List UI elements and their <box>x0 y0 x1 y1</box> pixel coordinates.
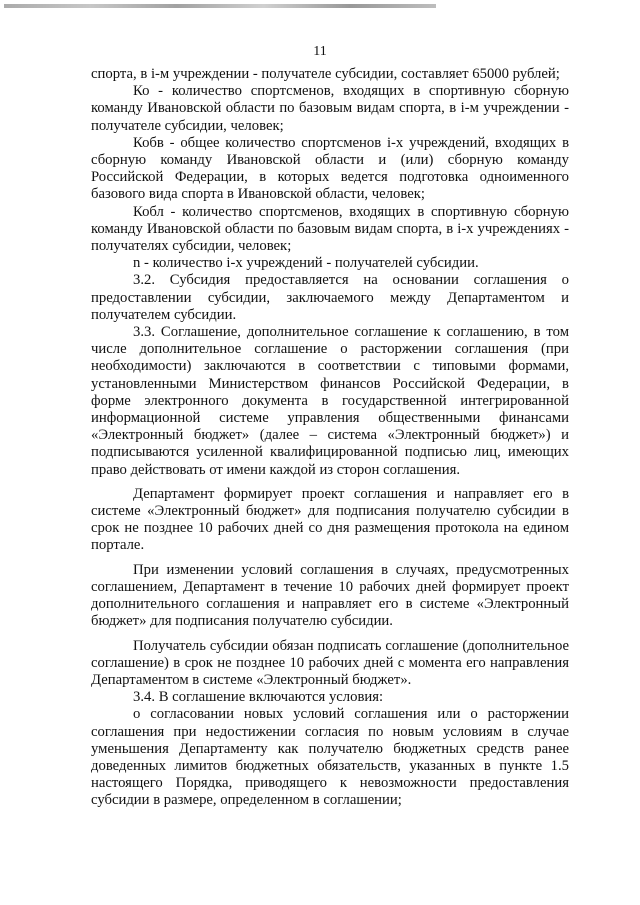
page-number: 11 <box>313 44 327 59</box>
paragraph-recipient-signs: Получатель субсидии обязан подписать соглашение (дополнительное соглашение) в срок не позднее 10 рабочих дней с момента его направления Департаментом в системе «Электронный бюджет». <box>91 637 569 688</box>
paragraph-3-4: 3.4. В соглашение включаются условия: <box>133 689 384 706</box>
paragraph-3-3: 3.3. Соглашение, дополнительное соглашение к соглашению, в том числе дополнительное соглашение о расторжении соглашения (при необходимости) заключаются в соответствии с типовыми формами, установленными Министерством финансов Российской Федерации, в форме электронного документа в государственной интегрированной информационной системе управления общественными финансами «Электронный бюджет» (далее – система «Электронный бюджет») и подписываются усиленной квалифицированной подписью лиц, имеющих право действовать от имени каждой из сторон соглашения. <box>91 324 569 478</box>
paragraph-department-draft: Департамент формирует проект соглашения и направляет его в системе «Электронный бюджет» для подписания получателю субсидии в срок не позднее 10 рабочих дней со дня размещения протокола на едином портале. <box>91 485 569 554</box>
paragraph-condition-item: о согласовании новых условий соглашения или о расторжении соглашения при недостижении согласия по новым условиям в случае уменьшения Департаменту как получателю бюджетных средств ранее доведенных лимитов бюджетных обязательств, указанных в пункте 1.5 настоящего Порядка, приводящего к невозможности предоставления субсидии в размере, определенном в соглашении; <box>91 706 569 809</box>
paragraph-kobl-definition: Кобл - количество спортсменов, входящих в спортивную сборную команду Ивановской области по базовым видам спорта, в i-х учреждениях - получателях субсидии, человек; <box>91 203 569 255</box>
paragraph-n-definition: n - количество i-х учреждений - получателей субсидии. <box>133 255 479 272</box>
paragraph-kobv-definition: Кобв - общее количество спортсменов i-х учреждений, входящих в сборную команду Ивановской области и (или) сборную команду Российской Федерации, в которых ведется подготовка одноименного базового вида спорта в Ивановской области, человек; <box>91 134 569 203</box>
scan-artifact <box>4 4 436 8</box>
paragraph-continuation: спорта, в i-м учреждении - получателе субсидии, составляет 65000 рублей; <box>91 66 560 82</box>
paragraph-ko-definition: Ко - количество спортсменов, входящих в спортивную сборную команду Ивановской области по базовым видам спорта, в i-м учреждении - получателе субсидии, человек; <box>91 83 569 134</box>
paragraph-3-2: 3.2. Субсидия предоставляется на основании соглашения о предоставлении субсидии, заключаемого между Департаментом и получателем субсидии. <box>91 272 569 323</box>
document-body <box>91 66 569 810</box>
paragraph-conditions-change: При изменении условий соглашения в случаях, предусмотренных соглашением, Департамент в течение 10 рабочих дней формирует проект дополнительного соглашения и направляет его в системе «Электронный бюджет» для подписания получателю субсидии. <box>91 561 569 630</box>
